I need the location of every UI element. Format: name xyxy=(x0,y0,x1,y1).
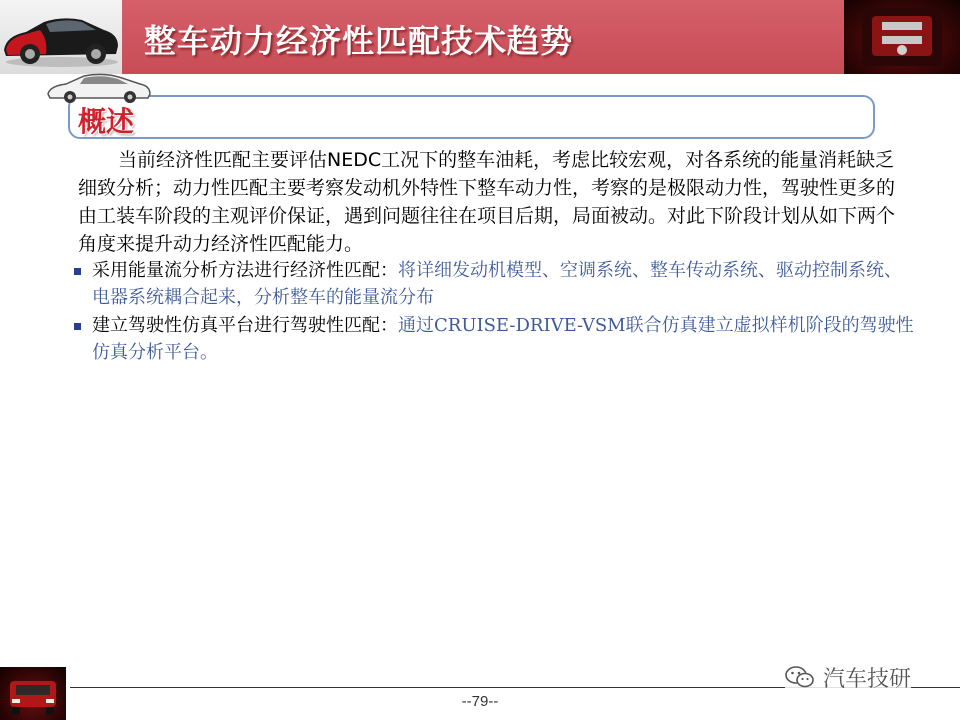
page-title: 整车动力经济性匹配技术趋势 xyxy=(144,22,574,60)
bullet-square-icon xyxy=(74,268,81,275)
wechat-icon xyxy=(785,665,815,689)
section-title: 概述 xyxy=(78,105,135,138)
bullet-desc: 通过CRUISE-DRIVE-VSM联合仿真建立虚拟样机阶段的驾驶性仿真分析平台。 xyxy=(92,315,914,363)
bullet-item-driveability xyxy=(74,312,914,366)
watermark-text: 汽车技研 xyxy=(823,666,912,692)
intro-paragraph: 当前经济性匹配主要评估NEDC工况下的整车油耗，考虑比较宏观，对各系统的能量消耗缺乏细致分析；动力性匹配主要考察发动机外特性下整车动力性，考察的是极限动力性，驾驶性更多的由工装车阶段的主观评价保证，遇到问题往往在项目后期，局面被动。对此下阶段计划从如下两个角度来提升动力经济性匹配能力。 xyxy=(78,149,896,255)
header-car-photo xyxy=(0,0,122,74)
car-silhouette-icon xyxy=(44,70,154,104)
section-banner xyxy=(68,95,875,139)
engine-bay-photo xyxy=(844,0,960,74)
bullet-square-icon xyxy=(74,323,81,330)
bullet-item-energy-flow xyxy=(74,257,914,311)
bullet-lead: 建立驾驶性仿真平台进行驾驶性匹配： xyxy=(92,315,398,336)
page-number: --79-- xyxy=(461,693,499,710)
bullet-lead: 采用能量流分析方法进行经济性匹配： xyxy=(92,260,398,281)
bullet-desc: 将详细发动机模型、空调系统、整车传动系统、驱动控制系统、电器系统耦合起来，分析整车的能量流分布 xyxy=(92,260,902,308)
watermark xyxy=(785,662,911,692)
